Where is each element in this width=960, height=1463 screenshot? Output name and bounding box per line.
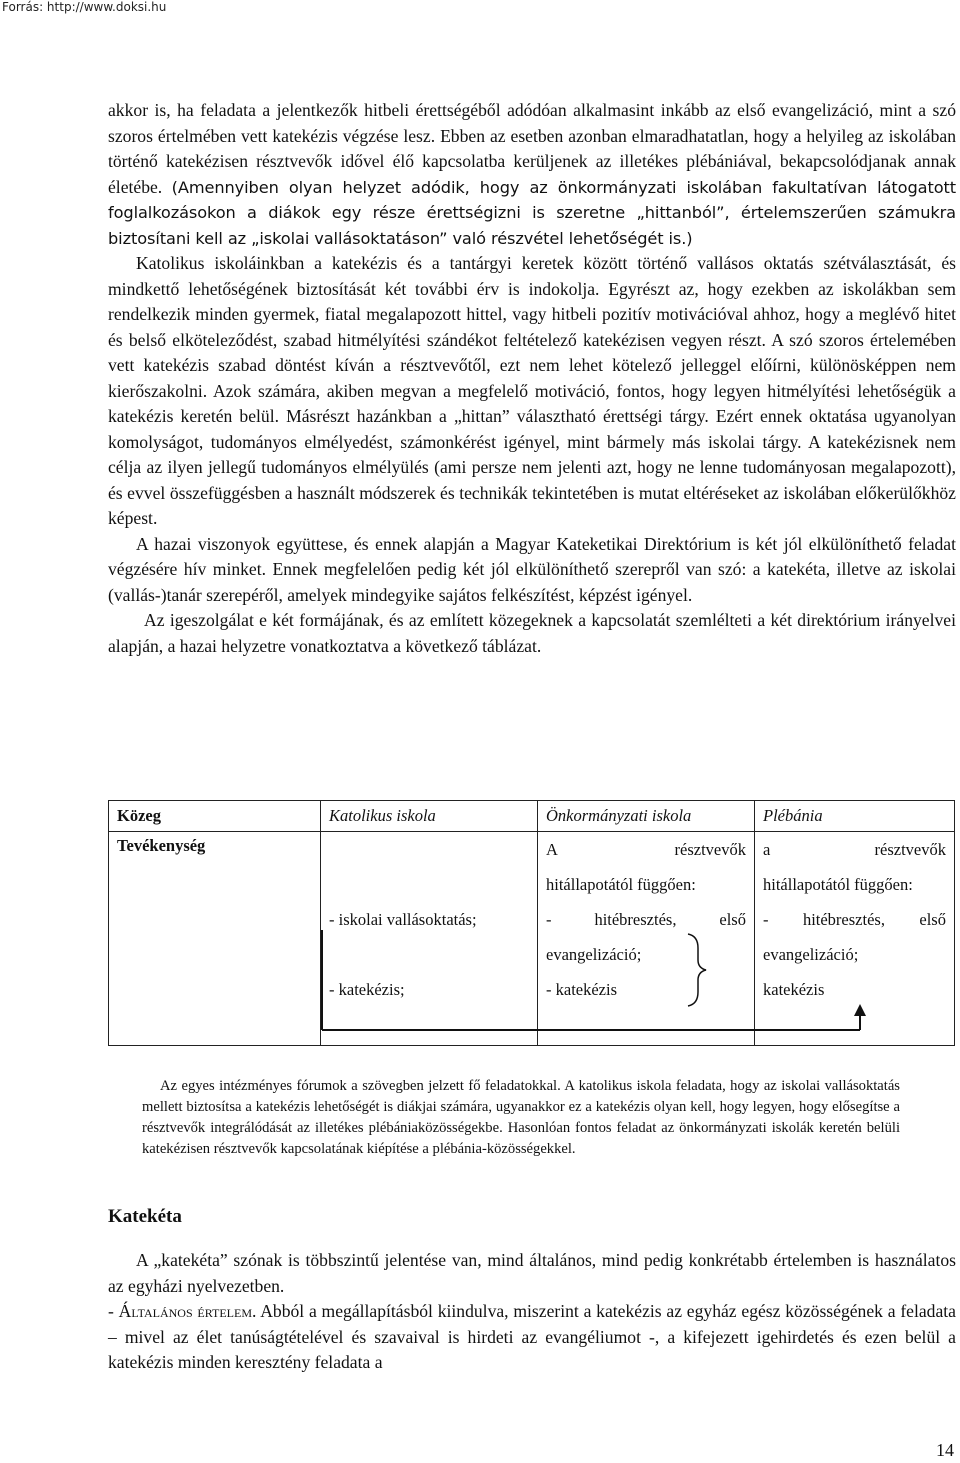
word: hitébresztés, xyxy=(594,910,677,929)
main-text xyxy=(108,98,956,659)
paragraph: Katolikus iskoláinkban a katekézis és a tantárgyi keretek között történő vallásos oktatás szétválasztását, és mindkettő lehetőségének biztosítását két további érv is indokolja. Egyrészt az, hogy ezekben az iskolákban sem rendelkezik minden gyermek, fiatal megalapozott hittel, vagy hitbeli pozitív motivációval ahhoz, hogy a meglévő hitet és belső elköteleződést, szabad hitmélyítési szándékot feltételező katekézisen vegyen részt. A szó szoros értelemében vett katekézis szabad döntést kíván a résztvevőtől, ezt nem lehet kötelező jelleggel előírni, különösképpen nem kierőszakolni. Azok számára, akiben megvan a megfelelő motiváció, fontos, hogy legyen hitmélyítési lehetőségük a katekézis keretén belül. Másrészt hazánkban a „hittan” választható érettségi tárgy. Ezért ennek oktatása ugyanolyan komolyságot, tudományos elmélyedést, számonkérést igényel, mint bármely más iskolai tárgy. A katekézisnek nem célja az ilyen jellegű tudományos elmélyülés (ami persze nem jelenti azt, hogy ne lenne tudományosan megalapozott), és evvel összefüggésben a használt módszerek és technikák tekintetében is mutat eltéréseket az iskolában előkerülőkhöz képest. xyxy=(108,253,956,528)
row-label xyxy=(109,832,321,1046)
cell-line: evangelizáció; xyxy=(546,945,642,964)
cell-line: - katekézis; xyxy=(329,980,405,999)
table-caption: Az egyes intézményes fórumok a szövegben jelzett fő feladatokkal. A katolikus iskola feladata, hogy az iskolai vallásoktatás mellett biztosítsa a katekézis lehetőségét is diákjai számára, ugyanakkor ez a katekézis olyan kell, hogy legyen, hogy elősegítse a résztvevők integrálódását az illetékes plébániaközösségekbe. Hasonlóan fontos feladat az önkormányzati iskolák keretén belüli katekézisen résztvevők kapcsolatának kiépítése a plébánia-közösségekkel. xyxy=(142,1078,900,1157)
paragraph: Az igeszolgálat e két formájának, és az említett közegeknek a kapcsolatát szemlélteti a két direktórium irányelvei alapján, a hazai helyzetre vonatkoztatva a következő táblázat. xyxy=(108,610,956,656)
small-caps-term: Általános értelem. xyxy=(118,1301,257,1321)
table-header-row xyxy=(109,801,955,832)
table-cell xyxy=(538,832,755,1046)
word: első xyxy=(719,910,746,929)
word: hitébresztés, xyxy=(802,910,885,929)
cell-line xyxy=(546,832,746,867)
word: A xyxy=(546,840,558,859)
paragraph-text: akkor is, ha feladata a jelentkezők hitbeli érettségéből adódóan alkalmasint inkább az első evangelizáció, mint a szó szoros értelmében vett katekézis végzése lesz. Ebben az esetben azonban elmaradhatatlan, hogy a helyileg az iskolában történő katekézisen résztvevők idővel élő kapcsolatba kerüljenek az illetékes plébániával, bekapcsolódjanak annak életébe. xyxy=(108,100,956,197)
forums-table xyxy=(108,800,955,1046)
word: - xyxy=(763,910,769,929)
cell-line xyxy=(763,832,946,867)
cell-line xyxy=(546,902,746,937)
paragraph xyxy=(108,1299,956,1376)
bottom-text xyxy=(108,1248,956,1376)
cell-line: katekézis xyxy=(763,980,825,999)
paragraph xyxy=(108,98,956,251)
dash: - xyxy=(108,1301,119,1321)
cell-line: - katekézis xyxy=(546,980,618,999)
paragraph: A „katekéta” szónak is többszintű jelentése van, mind általános, mind pedig konkrétabb értelemben is használatos az egyházi nyelvezetben. xyxy=(108,1250,956,1296)
cell-line: - iskolai vallásoktatás; xyxy=(329,910,477,929)
word: résztvevők xyxy=(874,840,946,859)
source-watermark: Forrás: http://www.doksi.hu xyxy=(2,0,167,14)
cell-line: hitállapotától függően: xyxy=(763,875,913,894)
cell-line xyxy=(763,902,946,937)
paragraph-text: Abból a megállapításból kiindulva, miszerint a katekézis az egyház egész közösségének a feladata – mivel az élet tanúságtételével és szavaival is hirdeti az evangéliumot -, a kifejezett igehirdetés és ezen belül a katekézis minden keresztény feladata a xyxy=(108,1301,956,1372)
word: - xyxy=(546,910,552,929)
cell-line: evangelizáció; xyxy=(763,945,859,964)
word: a xyxy=(763,840,771,859)
table-row xyxy=(109,832,955,1046)
cell-line: hitállapotától függően: xyxy=(546,875,696,894)
header-cell: Önkormányzati iskola xyxy=(538,801,755,832)
paragraph-text-sans: (Amennyiben olyan helyzet adódik, hogy az önkormányzati iskolában fakultatívan látogatott foglalkozásokon a diákok egy része érettségizni is szeretne „hittanból”, értelemszerűen számukra biztosítani kell az „iskolai vallásoktatáson” való részvétel lehetőségét is.) xyxy=(108,177,956,248)
word: első xyxy=(919,910,946,929)
section-heading: Katekéta xyxy=(108,1206,182,1227)
header-cell: Plébánia xyxy=(755,801,955,832)
page-number: 14 xyxy=(936,1440,954,1460)
header-cell: Katolikus iskola xyxy=(321,801,538,832)
table-cell xyxy=(755,832,955,1046)
row-label-text: Tevékenység xyxy=(117,836,206,855)
word: résztvevők xyxy=(674,840,746,859)
header-cell: Közeg xyxy=(109,801,321,832)
table-cell xyxy=(321,832,538,1046)
paragraph: A hazai viszonyok együttese, és ennek alapján a Magyar Kateketikai Direktórium is két jól elkülöníthető feladat végzésére hív minket. Ennek megfelelően pedig két jól elkülöníthető szerepről van szó: a katekéta, illetve az iskolai (vallás-)tanár szerepéről, amelyek mindegyike sajátos felkészítést, képzést igényel. xyxy=(108,533,956,605)
